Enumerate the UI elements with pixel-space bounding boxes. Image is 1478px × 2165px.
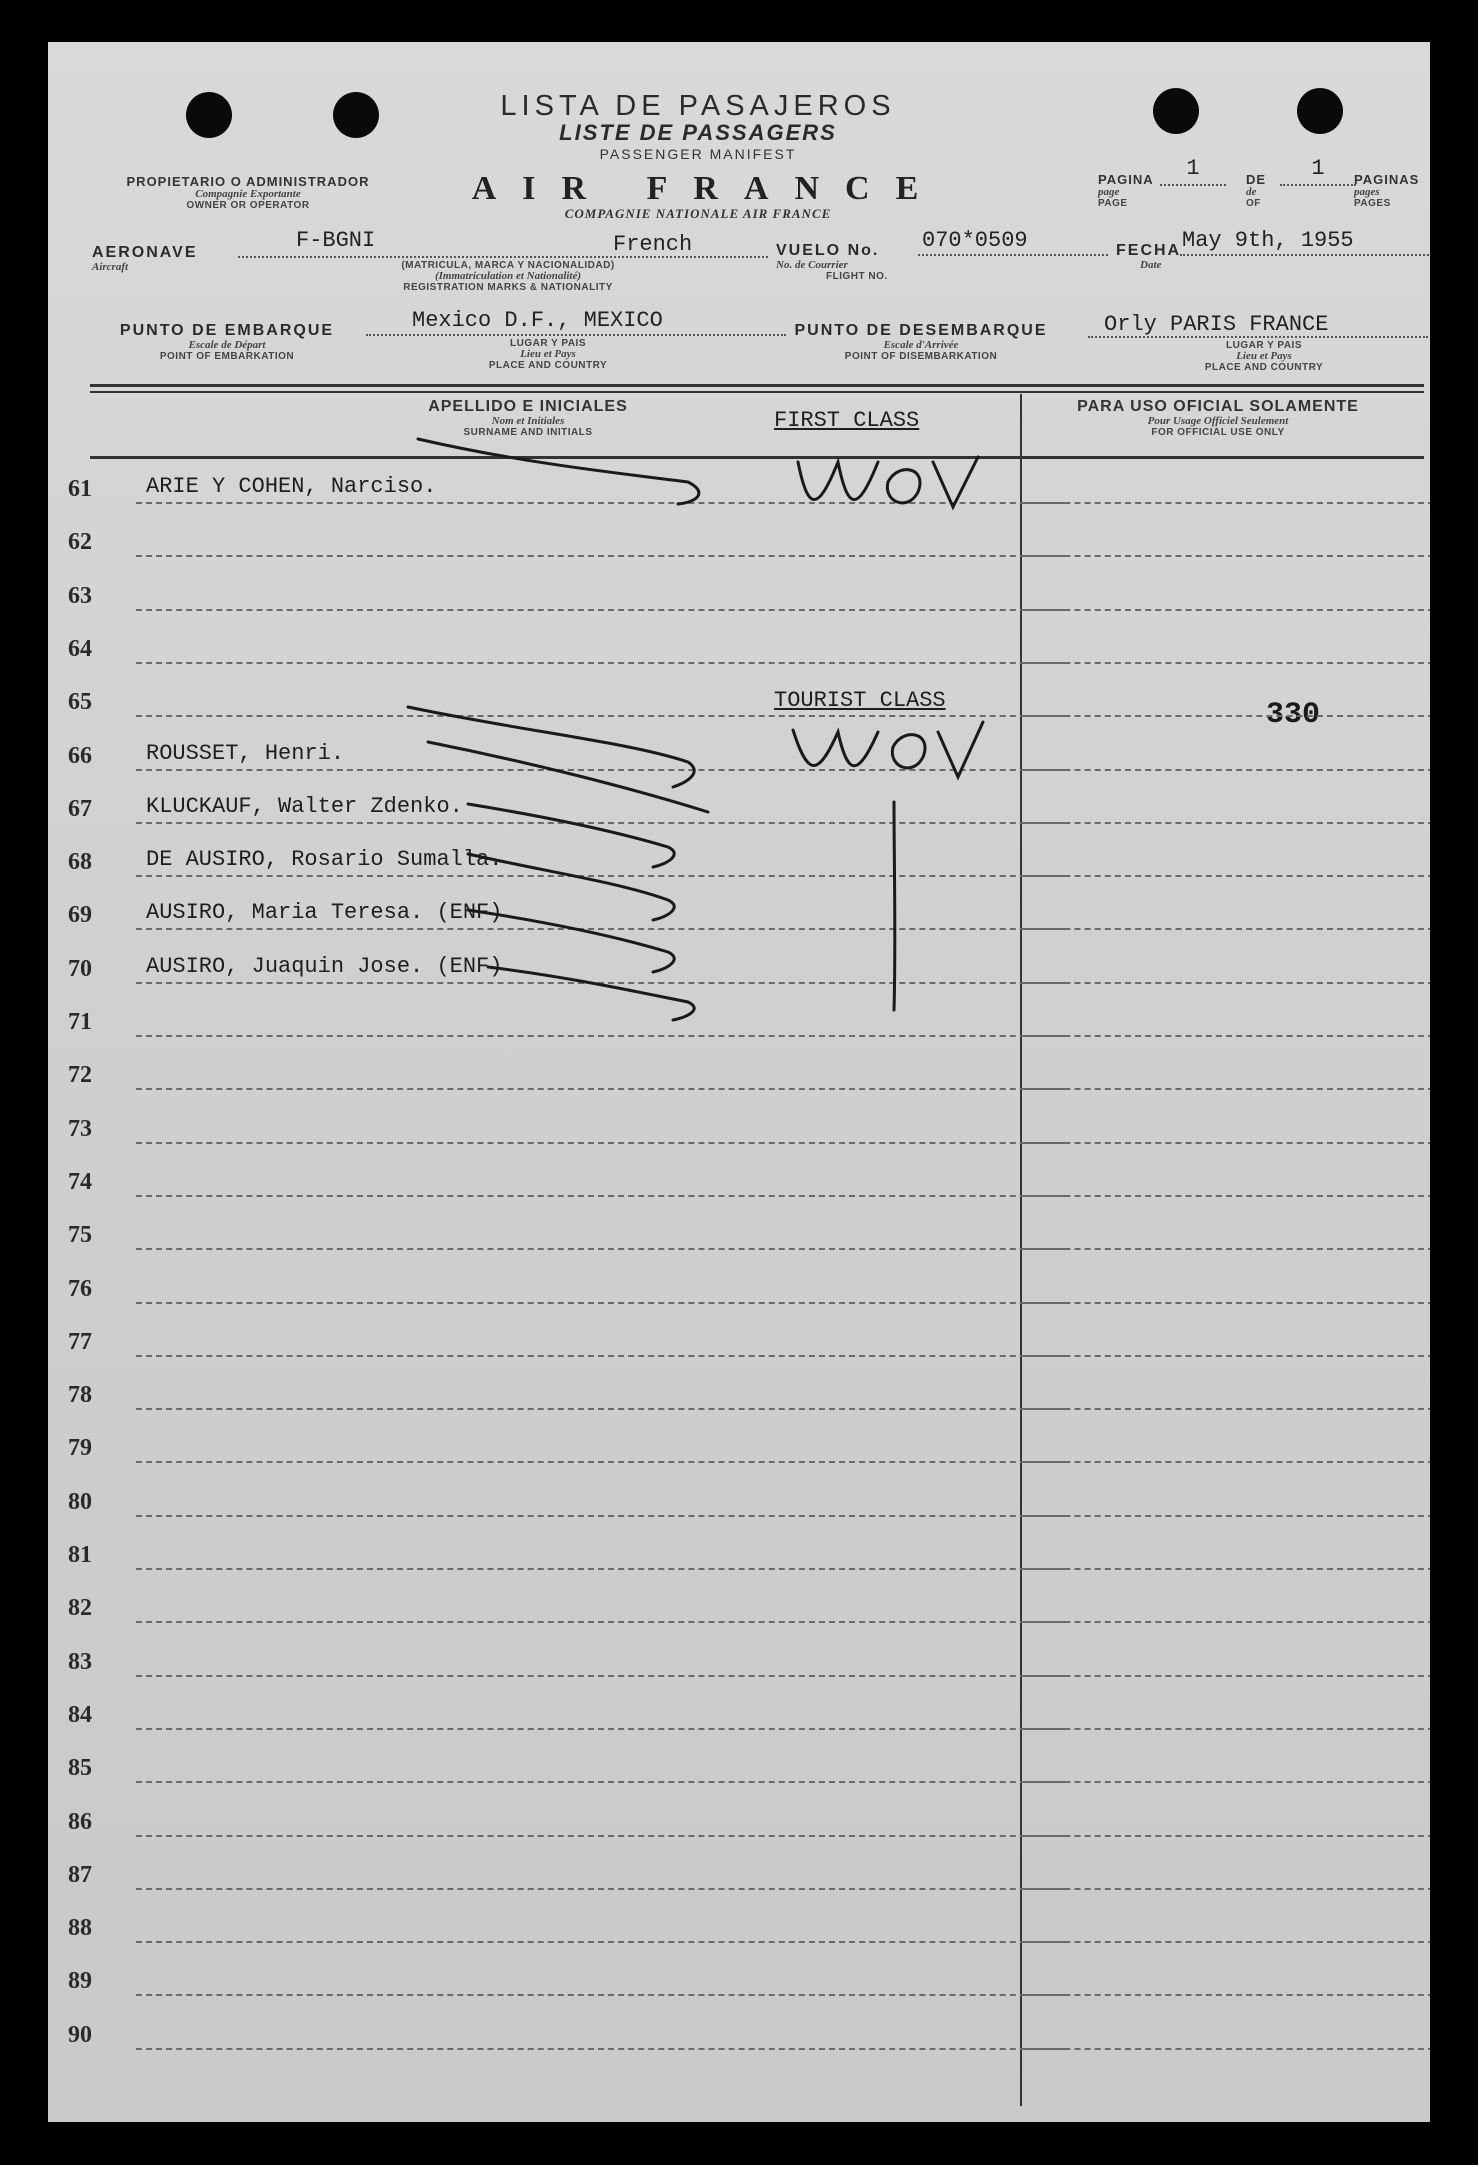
official-column-header: PARA USO OFICIAL SOLAMENTE Pour Usage Officiel Seulement FOR OFFICIAL USE ONLY bbox=[1077, 398, 1359, 438]
handwritten-v-initial bbox=[933, 457, 978, 507]
row-number: 63 bbox=[68, 582, 92, 609]
row-number: 87 bbox=[68, 1861, 92, 1888]
flight-number: 070*0509 bbox=[922, 228, 1028, 253]
row-number: 69 bbox=[68, 902, 92, 929]
row-number: 89 bbox=[68, 1968, 92, 1995]
row-number: 72 bbox=[68, 1062, 92, 1089]
surname-column-header: APELLIDO E INICIALES Nom et Initiales SURNAME AND INITIALS bbox=[428, 398, 628, 438]
date-label: FECHA Date bbox=[1116, 242, 1182, 271]
handwritten-w-initial bbox=[793, 730, 878, 766]
first-class-label: FIRST CLASS bbox=[774, 408, 920, 433]
passenger-name: ROUSSET, Henri. bbox=[146, 740, 345, 766]
check-mark bbox=[468, 804, 674, 867]
flight-date: May 9th, 1955 bbox=[1182, 228, 1354, 253]
row-number: 66 bbox=[68, 742, 92, 769]
check-mark bbox=[468, 910, 674, 972]
title-spanish: LISTA DE PASAJEROS bbox=[500, 90, 896, 122]
tourist-class-label: TOURIST CLASS bbox=[774, 688, 946, 713]
row-number: 76 bbox=[68, 1275, 92, 1302]
row-number: 68 bbox=[68, 849, 92, 876]
of-label: DE de OF bbox=[1246, 172, 1267, 209]
airline-name: AIR FRANCE bbox=[471, 170, 945, 207]
row-number: 85 bbox=[68, 1755, 92, 1782]
title-english: PASSENGER MANIFEST bbox=[599, 146, 797, 162]
aircraft-nationality: French bbox=[613, 232, 693, 257]
row-number: 61 bbox=[68, 476, 92, 502]
aircraft-sublabels: (MATRICULA, MARCA Y NACIONALIDAD) (Immatriculation et Nationalité) REGISTRATION MARKS & NATIONALITY bbox=[401, 260, 615, 293]
official-number: 330 bbox=[1266, 698, 1321, 732]
row-number: 86 bbox=[68, 1808, 92, 1835]
disembark-sublabels: LUGAR Y PAIS Lieu et Pays PLACE AND COUNTRY bbox=[1204, 340, 1324, 373]
vertical-stroke bbox=[894, 802, 895, 1010]
airline-subtitle: COMPAGNIE NATIONALE AIR FRANCE bbox=[564, 206, 832, 221]
row-number: 67 bbox=[68, 795, 92, 822]
embark-sublabels: LUGAR Y PAIS Lieu et Pays PLACE AND COUNTRY bbox=[488, 338, 608, 371]
row-number: 78 bbox=[68, 1382, 92, 1409]
passenger-name: DE AUSIRO, Rosario Sumalla. bbox=[146, 847, 503, 873]
row-number: 64 bbox=[68, 635, 92, 662]
row-number: 62 bbox=[68, 529, 92, 556]
row-number: 82 bbox=[68, 1595, 92, 1622]
passenger-name: AUSIRO, Juaquin Jose. (ENF) bbox=[146, 953, 503, 979]
check-mark bbox=[468, 854, 674, 920]
handwritten-o-initial bbox=[887, 470, 920, 503]
row-number: 73 bbox=[68, 1115, 92, 1142]
row-number: 90 bbox=[68, 2021, 92, 2048]
row-number: 84 bbox=[68, 1701, 92, 1728]
row-number: 80 bbox=[68, 1488, 92, 1515]
row-number: 79 bbox=[68, 1435, 92, 1462]
row-number: 88 bbox=[68, 1915, 92, 1942]
pages-label: PAGINAS pages PAGES bbox=[1354, 172, 1420, 209]
row-number: 77 bbox=[68, 1328, 92, 1355]
passenger-name: AUSIRO, Maria Teresa. (ENF) bbox=[146, 900, 503, 926]
passenger-name: KLUCKAUF, Walter Zdenko. bbox=[146, 793, 463, 819]
row-number: 74 bbox=[68, 1168, 92, 1195]
passenger-name: ARIE Y COHEN, Narciso. bbox=[146, 474, 437, 499]
handwritten-o-initial bbox=[892, 735, 925, 768]
manifest-sheet bbox=[48, 42, 1430, 2122]
disembark-label: PUNTO DE DESEMBARQUE Escale d'Arrivée POINT OF DISEMBARKATION bbox=[794, 322, 1048, 362]
row-number: 71 bbox=[68, 1009, 92, 1035]
handwritten-w-initial bbox=[798, 462, 878, 500]
check-mark bbox=[428, 742, 708, 812]
row-number: 81 bbox=[68, 1542, 92, 1568]
page-number: 1 bbox=[1186, 156, 1200, 181]
embark-value: Mexico D.F., MEXICO bbox=[412, 308, 663, 333]
total-pages: 1 bbox=[1311, 156, 1325, 181]
disembark-value: Orly PARIS FRANCE bbox=[1104, 312, 1329, 337]
row-number: 65 bbox=[68, 689, 92, 716]
row-number: 75 bbox=[68, 1222, 92, 1249]
handwritten-v-initial bbox=[938, 722, 983, 777]
handwritten-marks bbox=[48, 42, 1430, 2122]
embark-label: PUNTO DE EMBARQUE Escale de Départ POINT OF EMBARKATION bbox=[119, 322, 335, 362]
check-mark bbox=[488, 967, 694, 1020]
flight-label: VUELO No. No. de Courrier FLIGHT NO. bbox=[776, 242, 888, 282]
row-number: 83 bbox=[68, 1648, 92, 1675]
owner-label: PROPIETARIO O ADMINISTRADOR Compagnie Exportante OWNER OR OPERATOR bbox=[126, 174, 370, 211]
aircraft-registration: F-BGNI bbox=[296, 228, 376, 253]
aircraft-label: AERONAVE Aircraft bbox=[92, 244, 198, 273]
title-french: LISTE DE PASSAGERS bbox=[559, 120, 837, 145]
check-mark bbox=[418, 439, 699, 504]
row-number: 70 bbox=[68, 955, 92, 982]
page-label: PAGINA page PAGE bbox=[1098, 172, 1154, 209]
